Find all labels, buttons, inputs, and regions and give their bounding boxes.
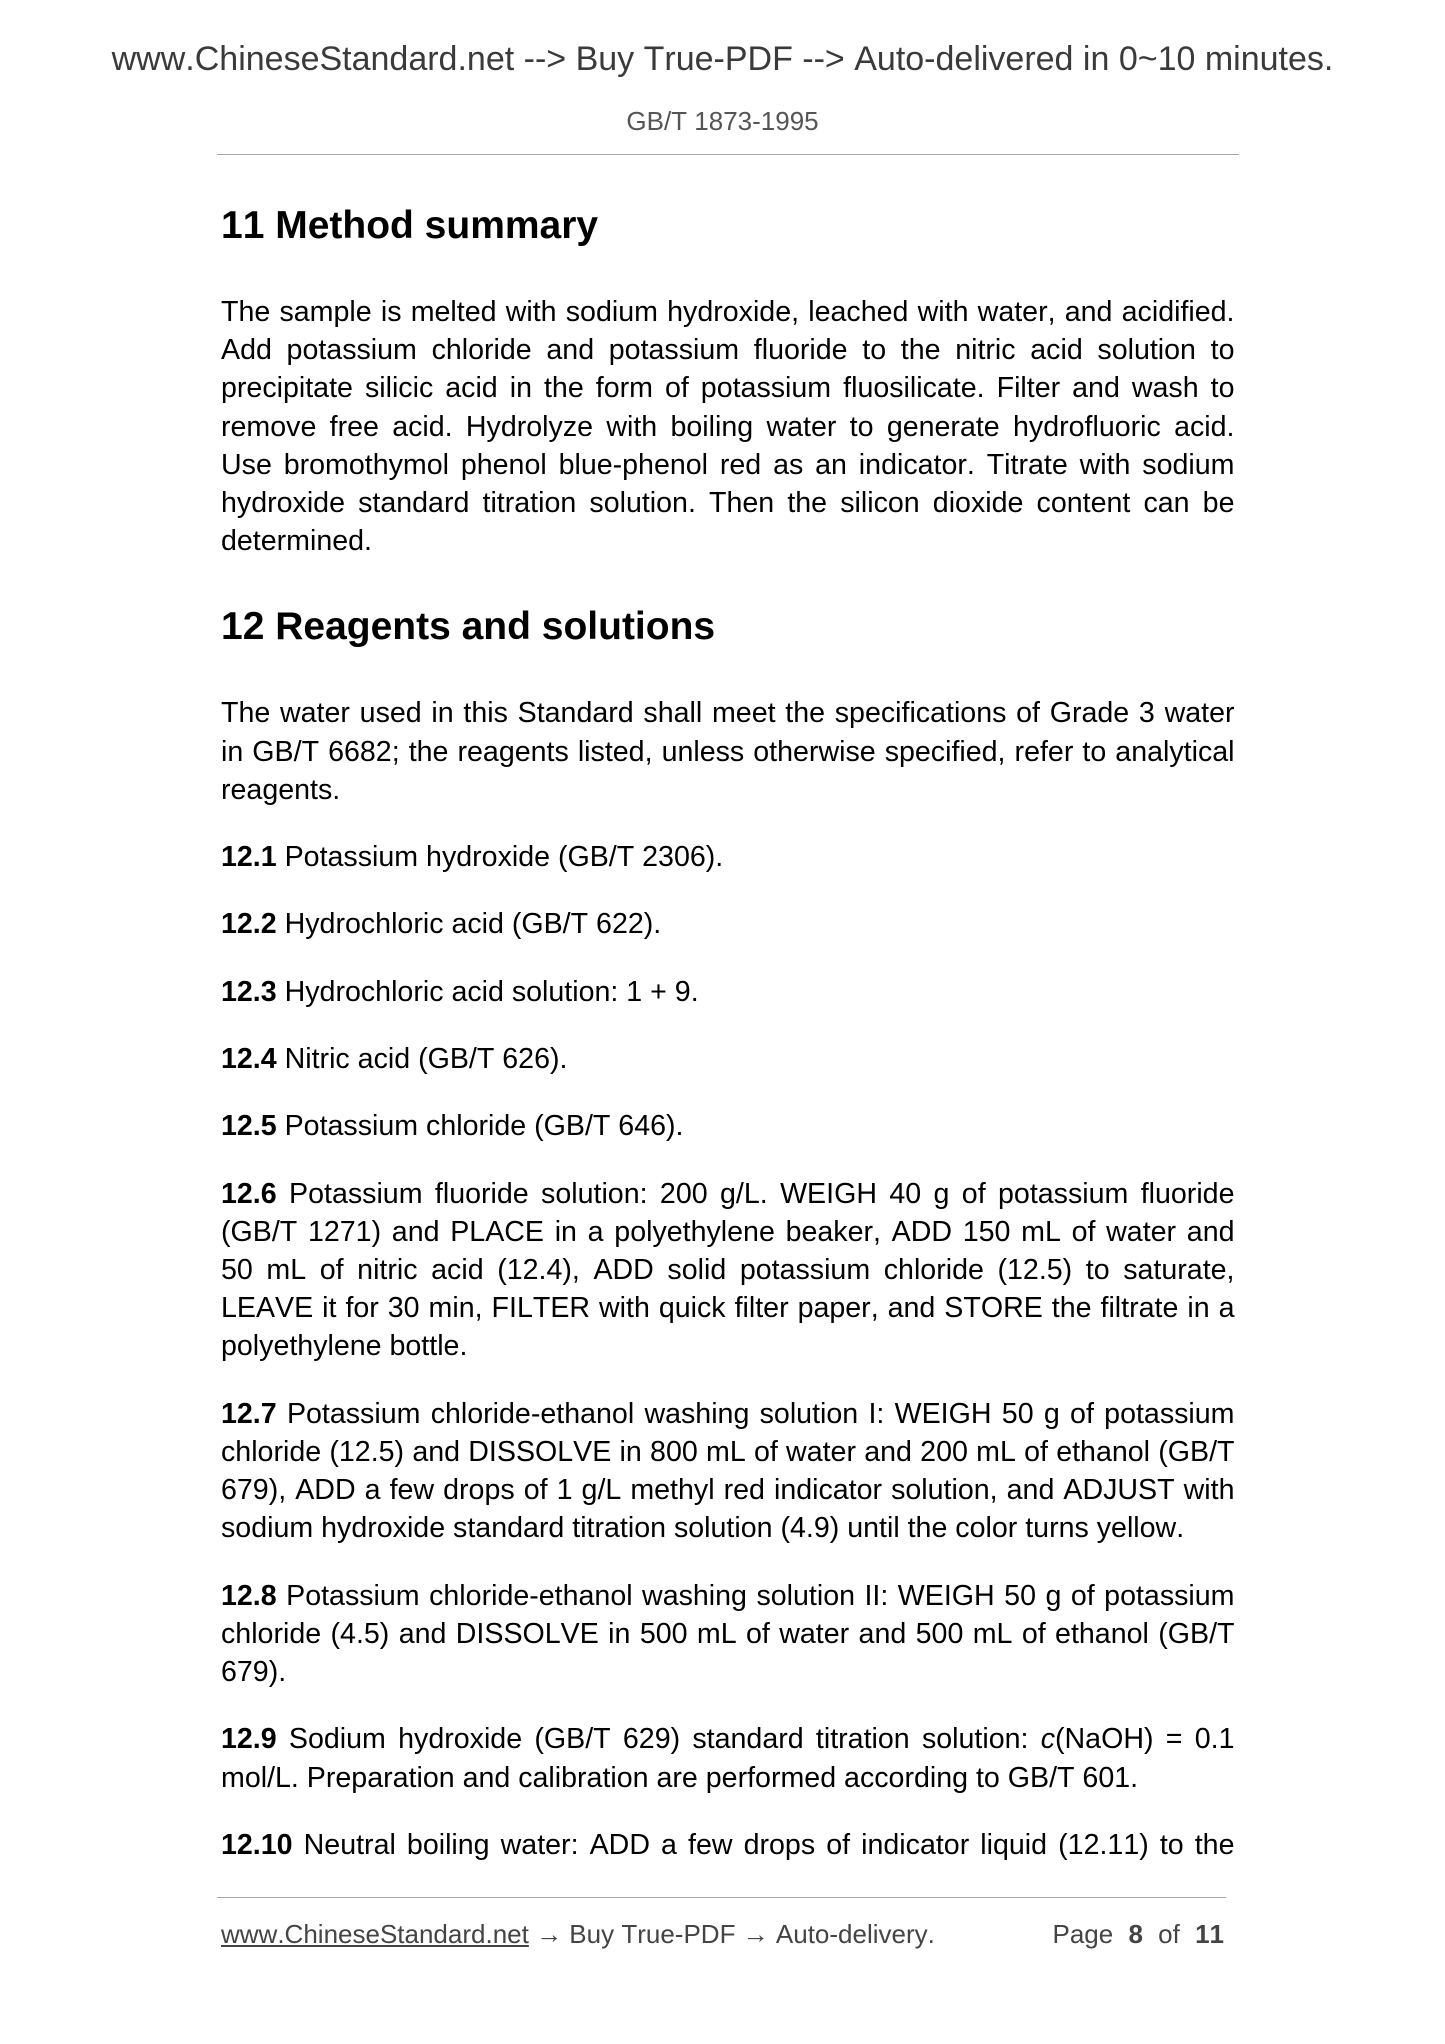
method-summary-paragraph: The sample is melted with sodium hydroxide, leached with water, and acidified. Add potassium chloride and potassium fluoride to the nitric acid solution to precipitate silicic acid in the form of potassium fluosilicate. Filter and wash to remove free acid. Hydrolyze with boiling water to generate hydrofluoric acid. Use bromothymol phenol blue-phenol red as an indicator. Titrate with sodium hydroxide standard titration solution. Then the silicon dioxide content can be determined. bbox=[221, 296, 1235, 558]
footer-promo bbox=[221, 1919, 935, 1949]
reagents-intro-paragraph: The water used in this Standard shall meet the specifications of Grade 3 water in GB/T 6682; the reagents listed, unless otherwise specified, refer to analytical reagents. bbox=[221, 697, 1235, 806]
site-banner: www.ChineseStandard.net --> Buy True-PDF --> Auto-delivered in 0~10 minutes. bbox=[111, 40, 1334, 78]
clause-number: 12.2 bbox=[221, 908, 277, 941]
clause-text: Sodium hydroxide (GB/T 629) standard titration solution: bbox=[288, 1723, 1029, 1756]
clause-number: 12.5 bbox=[221, 1110, 277, 1143]
section-heading-method-summary: 11 Method summary bbox=[221, 204, 599, 247]
clause-12-1 bbox=[221, 838, 1235, 876]
clause-text: Potassium chloride (GB/T 646). bbox=[284, 1110, 684, 1143]
footer-divider bbox=[217, 1897, 1226, 1898]
clause-text-continued: (NaOH) = 0.1 mol/L. Preparation and calibration are performed according to GB/T 601. bbox=[221, 1723, 1235, 1794]
clause-12-6 bbox=[221, 1175, 1235, 1366]
clause-number: 12.8 bbox=[221, 1579, 277, 1612]
clause-number: 12.6 bbox=[221, 1177, 277, 1210]
page-current: 8 bbox=[1128, 1919, 1143, 1949]
clause-12-10 bbox=[221, 1826, 1235, 1864]
clause-text: Nitric acid (GB/T 626). bbox=[284, 1043, 568, 1076]
clause-12-9 bbox=[221, 1720, 1235, 1796]
clause-text: Potassium fluoride solution: 200 g/L. WEIGH 40 g of potassium fluoride (GB/T 1271) and PLACE in a polyethylene beaker, ADD 150 mL of water and 50 mL of nitric acid (12.4), ADD solid potassium chloride (12.5) to saturate, LEAVE it for 30 min, FILTER with quick filter paper, and STORE the filtrate in a polyethylene bottle. bbox=[221, 1177, 1235, 1363]
clause-text: Neutral boiling water: ADD a few drops of indicator liquid (12.11) to the bbox=[303, 1828, 1235, 1861]
clause-12-3 bbox=[221, 973, 1235, 1011]
page-indicator bbox=[1052, 1919, 1224, 1949]
document-body bbox=[221, 202, 1235, 1893]
clause-text: Hydrochloric acid solution: 1 + 9. bbox=[284, 975, 699, 1008]
clause-text: Potassium chloride-ethanol washing solution I: WEIGH 50 g of potassium chloride (12.5) and DISSOLVE in 800 mL of water and 200 mL of ethanol (GB/T 679), ADD a few drops of 1 g/L methyl red indicator solution, and ADJUST with sodium hydroxide standard titration solution (4.9) until the color turns yellow. bbox=[221, 1397, 1235, 1545]
footer-tagline: → Buy True-PDF → Auto-delivery. bbox=[536, 1919, 935, 1949]
clause-12-7 bbox=[221, 1395, 1235, 1548]
clause-text: Potassium hydroxide (GB/T 2306). bbox=[284, 841, 724, 874]
clause-number: 12.3 bbox=[221, 975, 277, 1008]
standard-code-header: GB/T 1873-1995 bbox=[626, 106, 819, 136]
clause-number: 12.10 bbox=[221, 1828, 293, 1861]
concentration-symbol: c bbox=[1040, 1723, 1056, 1756]
clause-number: 12.9 bbox=[221, 1723, 277, 1756]
header-divider bbox=[217, 154, 1239, 155]
clause-number: 12.1 bbox=[221, 841, 277, 874]
clause-number: 12.7 bbox=[221, 1397, 277, 1430]
page-total: 11 bbox=[1195, 1919, 1224, 1949]
clause-text: Hydrochloric acid (GB/T 622). bbox=[284, 908, 662, 941]
clause-12-5 bbox=[221, 1107, 1235, 1145]
clause-number: 12.4 bbox=[221, 1043, 277, 1076]
clause-12-2 bbox=[221, 905, 1235, 943]
page-label: Page bbox=[1052, 1919, 1114, 1949]
clause-12-8 bbox=[221, 1577, 1235, 1692]
clause-text: Potassium chloride-ethanol washing solution II: WEIGH 50 g of potassium chloride (4.5) and DISSOLVE in 500 mL of water and 500 mL of ethanol (GB/T 679). bbox=[221, 1579, 1235, 1689]
page-of-label: of bbox=[1158, 1919, 1180, 1949]
clause-12-4 bbox=[221, 1040, 1235, 1078]
footer-site-link[interactable]: www.ChineseStandard.net bbox=[221, 1919, 529, 1949]
section-heading-reagents: 12 Reagents and solutions bbox=[221, 605, 716, 649]
